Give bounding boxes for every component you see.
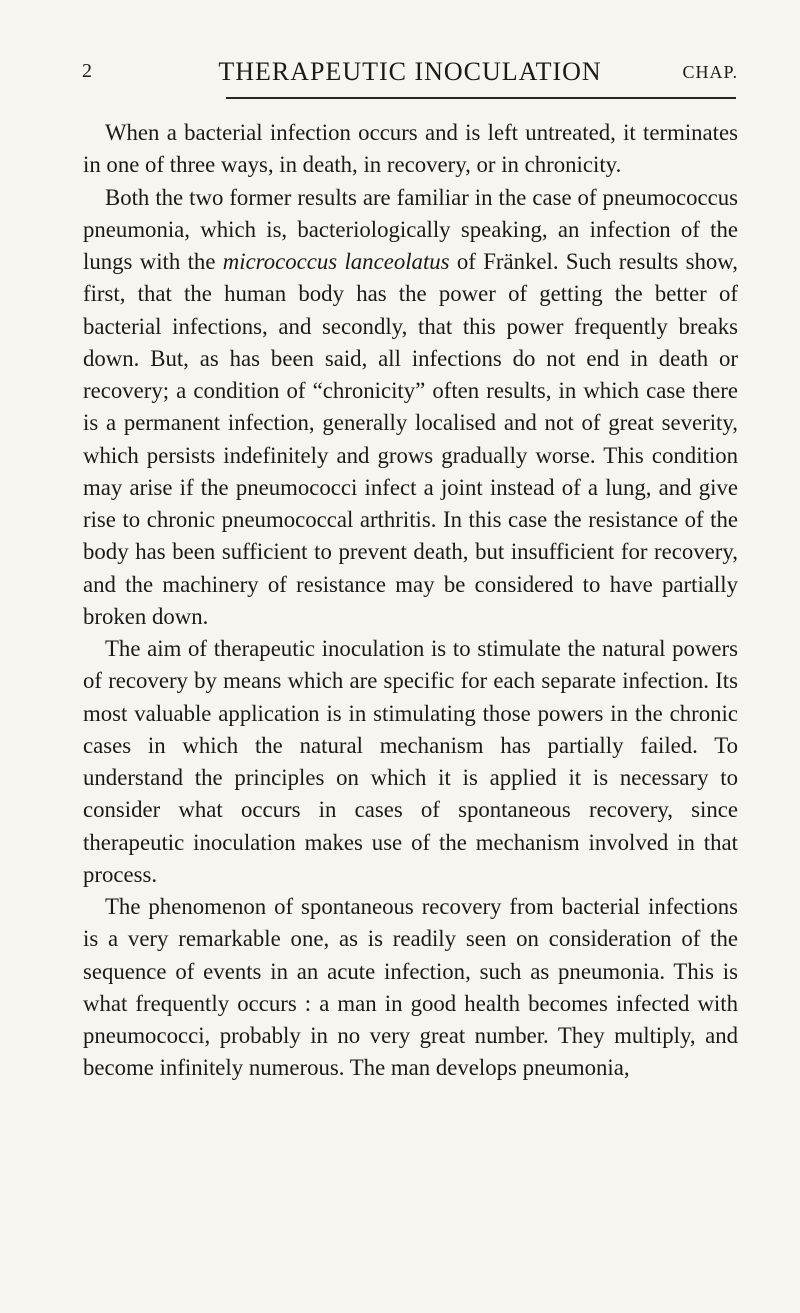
- paragraph-2: [83, 182, 738, 634]
- body-text: [83, 117, 738, 1085]
- paragraph-2-text-after: of Fränkel. Such results show, first, that the human body has the power of getting the better of bacterial infections, and secondly, that this power frequently breaks down. But, as has been said, all infections do not end in death or recovery; a condition of “chronicity” often results, in which case there is a permanent infection, generally localised and not of great severity, which persists indefinitely and grows gradually worse. This condition may arise if the pneumococci infect a joint instead of a lung, and give rise to chronic pneumococcal arthritis. In this case the resistance of the body has been sufficient to prevent death, but insufficient for recovery, and the machinery of resistance may be considered to have partially broken down.: [83, 249, 738, 629]
- paragraph-4: The phenomenon of spontaneous recovery from bacterial infections is a very remarkable one, as is readily seen on consideration of the sequence of events in an acute infection, such as pneumonia. This is what frequently occurs : a man in good health becomes infected with pneumococci, probably in no very great number. They multiply, and become infinitely numerous. The man develops pneumonia,: [83, 894, 738, 1081]
- page-header: [82, 57, 738, 100]
- chapter-label: CHAP.: [682, 62, 738, 82]
- paragraph-3: The aim of therapeutic inoculation is to stimulate the natural powers of recovery by means which are specific for each separate infection. Its most valuable application is in stimulating those powers in the chronic cases in which the natural mechanism has partially failed. To understand the principles on which it is applied it is necessary to consider what occurs in cases of spontaneous recovery, since therapeutic inoculation makes use of the mechanism involved in that process.: [83, 636, 738, 887]
- paragraph-2-text-before: Both the two former results are familiar in the case of pneumococcus pneumonia, which is, bacteriologically speaking, an infection of the lungs with the: [83, 184, 738, 274]
- header-rule: [226, 97, 736, 99]
- paragraph-2-italic-term: micrococcus lanceolatus: [222, 249, 450, 274]
- running-title: THERAPEUTIC INOCULATION: [218, 57, 602, 86]
- page-number: 2: [82, 60, 93, 82]
- paragraph-1: When a bacterial infection occurs and is left untreated, it terminates in one of three ways, in death, in recovery, or in chronicity.: [83, 120, 738, 178]
